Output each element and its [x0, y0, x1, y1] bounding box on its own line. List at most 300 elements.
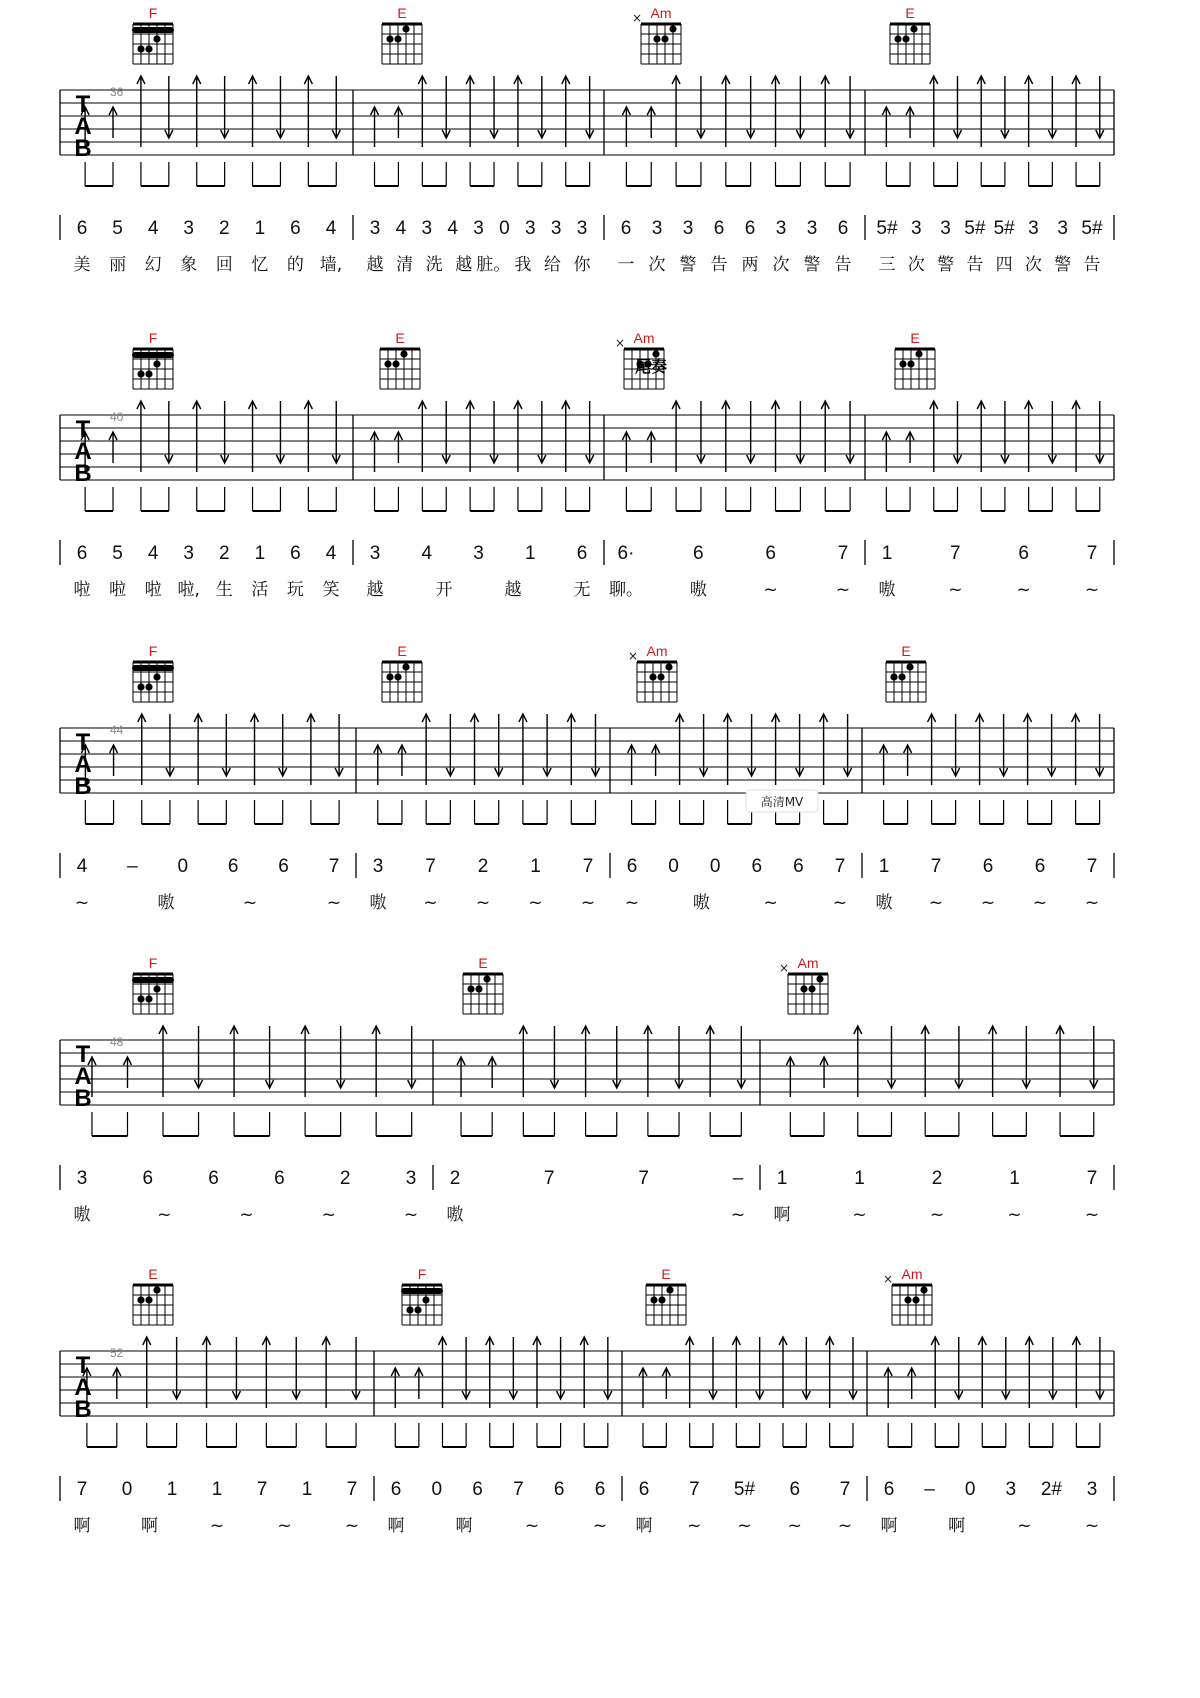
chord-dot [145, 995, 152, 1002]
jianpu-note: 3 [524, 218, 536, 239]
chord-dot [153, 35, 160, 42]
chord-diagram [895, 330, 935, 389]
tab-letter-b: B [74, 1085, 92, 1112]
jianpu-note: 7 [1086, 543, 1098, 564]
jianpu-note: 7 [638, 1168, 649, 1189]
bar-number: 48 [110, 1035, 124, 1049]
jianpu-note: 3 [372, 856, 384, 877]
jianpu-note: 0 [431, 1479, 443, 1500]
chord-name: F [148, 955, 158, 971]
jianpu-note: 7 [425, 856, 436, 877]
jianpu-note: 6 [576, 543, 588, 564]
lyric-char: ~ [580, 893, 596, 913]
chord-dot [137, 45, 144, 52]
jianpu-note: 1 [254, 543, 266, 564]
lyric-char: 警 [803, 255, 821, 275]
lyric-char: ~ [1016, 580, 1031, 600]
jianpu-note: 2 [931, 1168, 943, 1189]
chord-barre [132, 665, 174, 671]
chord-dot [665, 663, 672, 670]
chord-dot [400, 350, 407, 357]
jianpu-note: 1 [1009, 1168, 1020, 1189]
chord-dot [386, 35, 393, 42]
tab-letter-b: B [74, 135, 92, 162]
jianpu-note: 7 [688, 1479, 700, 1500]
jianpu-note: 3 [1005, 1479, 1017, 1500]
jianpu-note: 6 [793, 856, 804, 877]
chord-dot [137, 995, 144, 1002]
lyric-char: ~ [475, 893, 491, 913]
lyric-char: ~ [948, 580, 963, 600]
jianpu-note: 3 [183, 543, 195, 564]
jianpu-note: 4 [421, 543, 433, 564]
jianpu-note: 3 [405, 1168, 417, 1189]
lyric-char: ~ [852, 1205, 867, 1225]
lyric-char: ~ [624, 893, 640, 913]
lyric-char: 笑 [322, 580, 340, 600]
staff-system [60, 955, 1114, 1225]
jianpu-note: 3 [806, 218, 818, 239]
chord-dot [816, 975, 823, 982]
chord-name: E [901, 643, 911, 659]
lyric-char: ~ [242, 893, 258, 913]
lyric-char: ~ [1007, 1205, 1022, 1225]
lyric-char: 无 [573, 580, 591, 600]
chord-name: F [417, 1266, 427, 1282]
chord-name: Am [633, 330, 655, 346]
lyric-char: 你 [573, 255, 591, 275]
chord-dot [898, 673, 905, 680]
lyric-char: 嗷 [73, 1205, 91, 1225]
jianpu-note: 4 [325, 218, 337, 239]
jianpu-note: 6 [789, 1479, 801, 1500]
jianpu-note: 6 [1018, 543, 1029, 564]
jianpu-note: 2# [1040, 1479, 1062, 1500]
chord-dot [669, 25, 676, 32]
lyric-char: ~ [1032, 893, 1048, 913]
lyric-char: ~ [837, 1516, 853, 1536]
chord-diagram [132, 955, 174, 1014]
chord-dot [137, 1296, 144, 1303]
lyric-char: ~ [1084, 1205, 1100, 1225]
jianpu-note: 7 [930, 856, 942, 877]
chord-dot [657, 673, 664, 680]
jianpu-note: 6 [693, 543, 704, 564]
jianpu-note: 1 [254, 218, 266, 239]
chord-dot [658, 1296, 665, 1303]
lyric-char: 两 [741, 255, 759, 275]
chord-name: F [148, 330, 158, 346]
lyric-char: ~ [403, 1205, 419, 1225]
chord-barre [401, 1288, 443, 1294]
lyric-char: 嗷 [689, 580, 707, 600]
lyric-char: 墙, [319, 255, 343, 275]
jianpu-note: 6 [765, 543, 776, 564]
lyric-char: 嗷 [369, 893, 387, 913]
lyric-char: 嗷 [878, 580, 896, 600]
jianpu-note: 5# [964, 218, 986, 239]
jianpu-note: 2 [477, 856, 489, 877]
jianpu-note: 3 [1057, 218, 1069, 239]
chord-mute-marker: × [614, 336, 626, 350]
chord-diagram [401, 1266, 443, 1325]
jianpu-note: 3 [369, 218, 381, 239]
lyric-char: ~ [687, 1516, 702, 1536]
chord-name: E [905, 5, 915, 21]
chord-dot [915, 350, 922, 357]
jianpu-note: 6 [208, 1168, 219, 1189]
chord-name: Am [797, 955, 819, 971]
jianpu-note: 7 [544, 1168, 555, 1189]
chord-dot [894, 35, 901, 42]
jianpu-note: 0 [121, 1479, 133, 1500]
lyric-char: 啦 [109, 580, 127, 600]
lyric-char: 洗 [425, 255, 443, 275]
lyric-char: 啊 [948, 1516, 966, 1536]
lyric-char: 次 [648, 255, 666, 275]
lyric-char: ~ [423, 893, 438, 913]
lyric-char: ~ [157, 1205, 172, 1225]
jianpu-note: 3 [473, 218, 484, 239]
chord-dot [145, 683, 152, 690]
jianpu-note: 3 [550, 218, 562, 239]
chord-dot [483, 975, 490, 982]
chord-diagram [132, 643, 174, 702]
lyric-char: ~ [763, 893, 778, 913]
jianpu-note: 6 [744, 218, 756, 239]
jianpu-note: 3 [651, 218, 663, 239]
chord-name: E [661, 1266, 671, 1282]
lyric-char: 开 [435, 580, 453, 600]
jianpu-note: 7 [1086, 1168, 1098, 1189]
chord-name: E [397, 5, 407, 21]
chord-dot [653, 35, 660, 42]
jianpu-note: 3 [421, 218, 433, 239]
tab-letter-a: A [74, 438, 92, 465]
tab-letter-t: T [75, 1352, 91, 1379]
lyric-char: 忆 [251, 255, 269, 275]
jianpu-note: 6 [278, 856, 289, 877]
tab-letter-a: A [74, 113, 92, 140]
lyric-char: ~ [928, 893, 944, 913]
chord-barre [132, 352, 174, 358]
chord-dot [661, 35, 668, 42]
chord-name: E [395, 330, 405, 346]
chord-diagram [886, 643, 926, 702]
chord-dot [899, 360, 906, 367]
lyric-char: 嗷 [446, 1205, 464, 1225]
jianpu-note: 5# [993, 218, 1015, 239]
chord-dot [890, 673, 897, 680]
jianpu-note: 3 [369, 543, 381, 564]
jianpu-note: 1 [776, 1168, 788, 1189]
chord-dot [912, 1296, 919, 1303]
lyric-char: 四 [995, 255, 1013, 275]
lyric-char: 越 [455, 255, 473, 275]
section-label: 尾奏 [634, 357, 668, 376]
chord-dot [902, 35, 909, 42]
lyric-char: 嗷 [692, 893, 710, 913]
lyric-char: ~ [344, 1516, 360, 1536]
lyric-char: 越 [366, 580, 384, 600]
lyric-char: 玩 [286, 580, 304, 600]
jianpu-note: 1 [166, 1479, 178, 1500]
jianpu-note: 4 [76, 856, 88, 877]
jianpu-note: 4 [395, 218, 407, 239]
jianpu-note: 3 [940, 218, 951, 239]
chord-dot [145, 1296, 152, 1303]
lyric-char: 的 [286, 255, 304, 275]
jianpu-note: 1 [211, 1479, 223, 1500]
jianpu-note: 3 [775, 218, 787, 239]
chord-mute-marker: × [778, 961, 790, 975]
bar-number: 52 [110, 1346, 124, 1360]
staff-system [60, 643, 1114, 913]
chord-name: Am [646, 643, 668, 659]
chord-dot [145, 370, 152, 377]
lyric-char: 告 [710, 255, 728, 275]
bar-number: 36 [110, 85, 124, 99]
lyric-char: 啊 [635, 1516, 653, 1536]
tab-letter-t: T [75, 416, 91, 443]
jianpu-note: – [127, 856, 138, 877]
chord-name: E [478, 955, 488, 971]
chord-dot [153, 985, 160, 992]
chord-dot [907, 360, 914, 367]
lyric-char: ~ [832, 893, 848, 913]
chord-barre [132, 977, 174, 983]
lyric-char: 美 [73, 255, 91, 275]
tab-letter-t: T [75, 729, 91, 756]
lyric-char: ~ [321, 1205, 336, 1225]
jianpu-note: 6 [982, 856, 994, 877]
lyric-char: 告 [1083, 255, 1101, 275]
chord-dot [145, 45, 152, 52]
chord-name: Am [650, 5, 672, 21]
lyric-char: 活 [251, 580, 269, 600]
lyric-char: 聊。 [609, 580, 643, 600]
chord-dot [666, 1286, 673, 1293]
jianpu-note: 2 [218, 218, 230, 239]
chord-dot [153, 673, 160, 680]
jianpu-note: 5 [112, 543, 123, 564]
chord-dot [406, 1306, 413, 1313]
lyric-char: ~ [835, 580, 851, 600]
lyric-char: 啦 [73, 580, 91, 600]
lyric-char: ~ [528, 893, 543, 913]
chord-dot [384, 360, 391, 367]
jianpu-note: 3 [910, 218, 922, 239]
tab-letter-a: A [74, 1374, 92, 1401]
chord-diagram [779, 955, 828, 1014]
jianpu-note: – [924, 1479, 935, 1500]
chord-dot [402, 25, 409, 32]
chord-name: F [148, 643, 158, 659]
lyric-char: 生 [215, 580, 233, 600]
chord-dot [394, 35, 401, 42]
jianpu-note: 2 [218, 543, 230, 564]
lyric-char: 次 [907, 255, 925, 275]
chord-dot [808, 985, 815, 992]
lyric-char: 回 [215, 255, 233, 275]
jianpu-note: 7 [513, 1479, 524, 1500]
chord-dot [386, 673, 393, 680]
jianpu-note: 0 [499, 218, 510, 239]
chord-diagram [632, 5, 681, 64]
lyric-char: 啦, [177, 580, 200, 600]
lyric-char: 啊 [773, 1205, 791, 1225]
jianpu-note: 1 [878, 856, 890, 877]
chord-mute-marker: × [631, 11, 643, 25]
jianpu-note: 7 [1086, 856, 1098, 877]
lyric-char: 告 [966, 255, 984, 275]
chord-diagram [133, 1266, 173, 1325]
jianpu-note: 0 [177, 856, 189, 877]
jianpu-note: 2 [339, 1168, 351, 1189]
lyric-char: 嗷 [157, 893, 175, 913]
jianpu-note: 6· [617, 543, 635, 564]
chord-diagram [646, 1266, 686, 1325]
bar-number: 40 [110, 410, 124, 424]
lyric-char: ~ [980, 893, 996, 913]
jianpu-note: 6 [290, 543, 301, 564]
jianpu-note: 3 [1028, 218, 1039, 239]
lyric-char: ~ [524, 1516, 540, 1536]
lyric-char: 啊 [141, 1516, 158, 1536]
tab-letter-b: B [74, 1396, 92, 1423]
jianpu-note: 7 [837, 543, 849, 564]
tab-letter-a: A [74, 751, 92, 778]
jianpu-note: 5 [112, 218, 123, 239]
lyric-char: 啊 [73, 1516, 91, 1536]
jianpu-note: 6 [638, 1479, 650, 1500]
jianpu-note: 6 [76, 218, 88, 239]
chord-diagram [382, 5, 422, 64]
lyric-char: 越 [366, 255, 384, 275]
lyric-char: ~ [737, 1516, 752, 1536]
chord-name: Am [901, 1266, 923, 1282]
lyric-char: 警 [1054, 255, 1072, 275]
jianpu-note: 6 [472, 1479, 483, 1500]
chord-diagram [380, 330, 420, 389]
jianpu-note: 7 [834, 856, 846, 877]
lyric-char: ~ [239, 1205, 254, 1225]
badge-label: 高清MV [760, 795, 804, 809]
chord-dot [650, 1296, 657, 1303]
chord-dot [153, 360, 160, 367]
chord-dot [402, 663, 409, 670]
jianpu-note: 4 [147, 543, 159, 564]
jianpu-note: 2 [449, 1168, 461, 1189]
bar-number: 44 [110, 723, 124, 737]
chord-dot [904, 1296, 911, 1303]
jianpu-note: 4 [325, 543, 337, 564]
jianpu-note: 6 [837, 218, 849, 239]
chord-diagram [382, 643, 422, 702]
chord-dot [649, 673, 656, 680]
staff-system [60, 330, 1114, 600]
lyric-char: 越 [504, 580, 522, 600]
staff-system [60, 1266, 1114, 1536]
lyric-char: 告 [834, 255, 852, 275]
tab-letter-b: B [74, 773, 92, 800]
jianpu-note: 0 [709, 856, 721, 877]
lyric-char: ~ [74, 893, 90, 913]
jianpu-note: 7 [950, 543, 961, 564]
chord-dot [137, 370, 144, 377]
chord-dot [475, 985, 482, 992]
jianpu-note: 1 [530, 856, 541, 877]
jianpu-note: 1 [301, 1479, 313, 1500]
lyric-char: 丽 [109, 255, 127, 275]
lyric-char: 脏。 [476, 255, 511, 275]
chord-name: E [148, 1266, 158, 1282]
jianpu-note: 7 [328, 856, 340, 877]
lyric-char: 幻 [144, 255, 162, 275]
chord-diagram [132, 5, 174, 64]
lyric-char: ~ [730, 1205, 746, 1225]
lyric-char: 我 [514, 255, 532, 275]
jianpu-note: 5# [733, 1479, 756, 1500]
jianpu-note: 6 [883, 1479, 895, 1500]
lyric-char: ~ [1084, 580, 1100, 600]
video-badge [746, 790, 818, 812]
jianpu-note: 4 [147, 218, 159, 239]
tab-letter-t: T [75, 91, 91, 118]
jianpu-note: 3 [76, 1168, 88, 1189]
chord-diagram [132, 330, 174, 389]
lyric-char: ~ [1084, 1516, 1100, 1536]
jianpu-note: 0 [668, 856, 679, 877]
lyric-char: 一 [617, 255, 635, 275]
jianpu-note: 5# [1081, 218, 1103, 239]
jianpu-note: 7 [346, 1479, 358, 1500]
lyric-char: 次 [772, 255, 790, 275]
chord-dot [920, 1286, 927, 1293]
lyric-char: 啦 [144, 580, 162, 600]
lyric-char: ~ [1017, 1516, 1032, 1536]
lyric-char: 警 [679, 255, 697, 275]
jianpu-note: 6 [227, 856, 239, 877]
lyric-char: 啊 [455, 1516, 473, 1536]
jianpu-note: 7 [839, 1479, 851, 1500]
tab-letter-a: A [74, 1063, 92, 1090]
jianpu-note: 7 [582, 856, 594, 877]
jianpu-note: 1 [854, 1168, 865, 1189]
lyric-char: ~ [929, 1205, 945, 1225]
lyric-char: 次 [1024, 255, 1042, 275]
lyric-char: 给 [543, 255, 561, 275]
jianpu-note: 7 [256, 1479, 268, 1500]
jianpu-note: 6 [626, 856, 638, 877]
chord-diagram [628, 643, 677, 702]
lyric-char: 象 [180, 255, 198, 275]
lyric-char: 三 [878, 255, 896, 275]
jianpu-note: 0 [964, 1479, 976, 1500]
jianpu-note: 6 [274, 1168, 285, 1189]
chord-diagram [463, 955, 503, 1014]
jianpu-note: 6 [290, 218, 301, 239]
jianpu-note: – [732, 1168, 744, 1189]
chord-dot [153, 1286, 160, 1293]
staff-system [60, 5, 1114, 275]
chord-mute-marker: × [627, 649, 639, 663]
lyric-char: 啊 [387, 1516, 405, 1536]
chord-dot [910, 25, 917, 32]
jianpu-note: 6 [142, 1168, 154, 1189]
chord-barre [132, 27, 174, 33]
jianpu-note: 3 [682, 218, 694, 239]
